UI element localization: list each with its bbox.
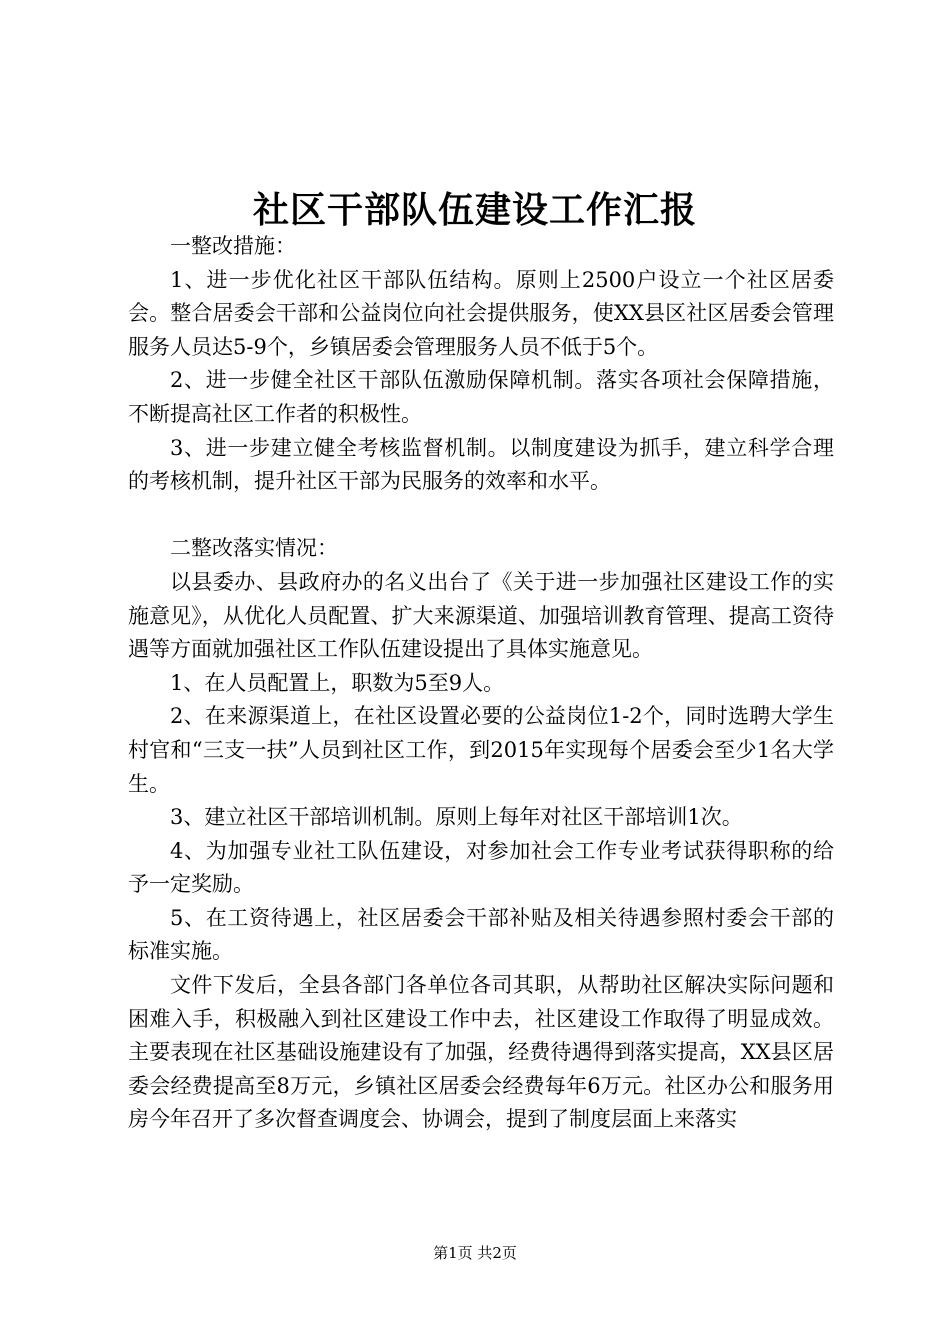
document-body [128,230,834,1137]
section1-paragraph: 2、进一步健全社区干部队伍激励保障机制。落实各项社会保障措施，不断提高社区工作者的积极性。 [128,368,834,426]
section2-paragraph: 2、在来源渠道上，在社区设置必要的公益岗位1-2个，同时选聘大学生村官和“三支一扶”人员到社区工作，到2015年实现每个居委会至少1名大学生。 [128,704,834,796]
section1-paragraph: 1、进一步优化社区干部队伍结构。原则上2500户设立一个社区居委会。整合居委会干部和公益岗位向社会提供服务，使XX县区社区居委会管理服务人员达5-9个，乡镇居委会管理服务人员不低于5个。 [128,267,834,359]
section2-paragraph: 文件下发后，全县各部门各单位各司其职，从帮助社区解决实际问题和困难入手，积极融入到社区建设工作中去，社区建设工作取得了明显成效。主要表现在社区基础设施建设有了加强，经费待遇得到落实提高，XX县区居委会经费提高至8万元，乡镇社区居委会经费每年6万元。社区办公和服务用房今年召开了多次督查调度会、协调会，提到了制度层面上来落实 [128,973,834,1132]
section2-paragraph: 以县委办、县政府办的名义出台了《关于进一步加强社区建设工作的实施意见》，从优化人员配置、扩大来源渠道、加强培训教育管理、提高工资待遇等方面就加强社区工作队伍建设提出了具体实施意见。 [128,569,834,662]
section1-heading: 一整改措施： [170,234,296,258]
section2-paragraph: 3、建立社区干部培训机制。原则上每年对社区干部培训1次。 [170,805,743,830]
section-spacer [128,499,834,533]
section2-paragraph: 5、在工资待遇上，社区居委会干部补贴及相关待遇参照村委会干部的标准实施。 [128,905,834,964]
section1-paragraph: 3、进一步建立健全考核监督机制。以制度建设为抓手，建立科学合理的考核机制，提升社区干部为民服务的效率和水平。 [128,435,834,494]
section2-heading: 二整改落实情况： [170,536,338,561]
section2-paragraph: 4、为加强专业社工队伍建设，对参加社会工作专业考试获得职称的给予一定奖励。 [128,838,834,897]
document-title: 社区干部队伍建设工作汇报 [252,189,697,231]
section2-paragraph: 1、在人员配置上，职数为5至9人。 [170,670,505,695]
page-footer: 第1页 共2页 [433,1244,517,1262]
